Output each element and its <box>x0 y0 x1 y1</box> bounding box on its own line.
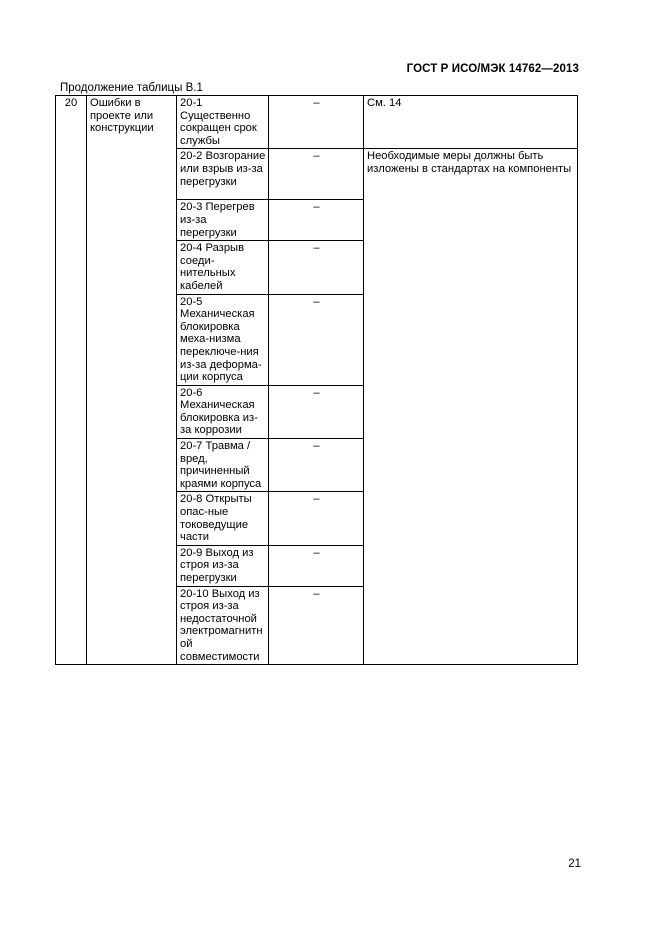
value-cell: – <box>269 492 364 545</box>
hazard-code-cell: 20-1 Существенно сокращен срок службы <box>177 96 269 149</box>
page-number: 21 <box>568 858 581 870</box>
hazard-code-cell: 20-5 Механическая блокировка меха-низма переключе-ния из-за деформа-ции корпуса <box>177 294 269 385</box>
value-cell: – <box>269 241 364 294</box>
table-row <box>56 96 578 149</box>
hazard-code-cell: 20-2 Возгорание или взрыв из-за перегрузки <box>177 149 269 200</box>
category-cell: Ошибки в проекте или конструкции <box>87 96 177 665</box>
value-cell: – <box>269 294 364 385</box>
hazard-code-cell: 20-10 Выход из строя из-за недостаточной электромагнитной совместимости <box>177 586 269 665</box>
value-cell: – <box>269 545 364 586</box>
hazard-code-cell: 20-3 Перегрев из-за перегрузки <box>177 200 269 241</box>
value-cell: – <box>269 439 364 492</box>
document-standard-header: ГОСТ Р ИСО/МЭК 14762—2013 <box>406 63 579 75</box>
value-cell: – <box>269 586 364 665</box>
value-cell: – <box>269 200 364 241</box>
note-cell: Необходимые меры должны быть изложены в стандартах на компоненты <box>364 149 578 665</box>
hazard-code-cell: 20-9 Выход из строя из-за перегрузки <box>177 545 269 586</box>
hazard-code-cell: 20-6 Механическая блокировка из-за коррозии <box>177 385 269 438</box>
note-cell: См. 14 <box>364 96 578 149</box>
value-cell: – <box>269 149 364 200</box>
hazard-table <box>55 95 578 665</box>
table-caption: Продолжение таблицы В.1 <box>60 82 203 94</box>
hazard-code-cell: 20-8 Открыты опас-ные токоведущие части <box>177 492 269 545</box>
hazard-code-cell: 20-7 Травма / вред, причиненный краями корпуса <box>177 439 269 492</box>
hazard-code-cell: 20-4 Разрыв соеди-нительных кабелей <box>177 241 269 294</box>
value-cell: – <box>269 96 364 149</box>
row-number-cell: 20 <box>56 96 87 665</box>
value-cell: – <box>269 385 364 438</box>
